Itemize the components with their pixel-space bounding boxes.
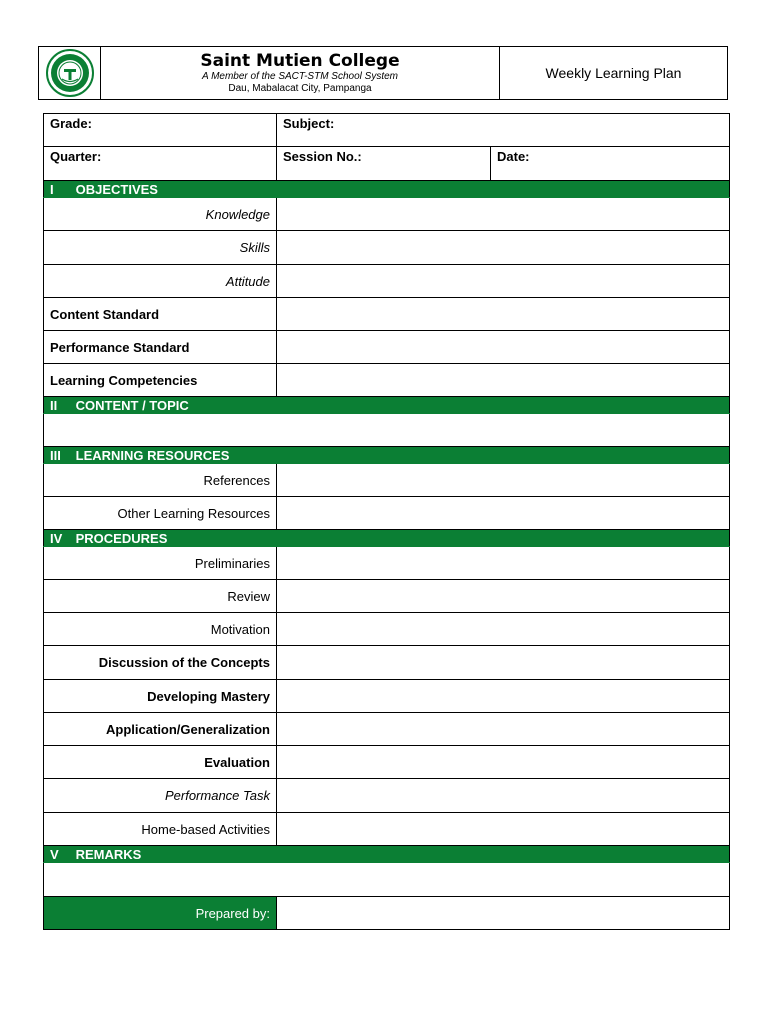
- application-input[interactable]: [277, 713, 730, 746]
- discussion-input[interactable]: [277, 646, 730, 680]
- school-seal-icon: [46, 49, 94, 97]
- review-label: Review: [44, 580, 277, 613]
- references-label: References: [44, 464, 277, 497]
- learning-plan-form: [43, 113, 730, 930]
- home-based-input[interactable]: [277, 813, 730, 846]
- other-resources-label: Other Learning Resources: [44, 497, 277, 530]
- evaluation-input[interactable]: [277, 746, 730, 779]
- school-title-cell: [101, 47, 500, 99]
- date-field[interactable]: Date:: [491, 147, 730, 181]
- learning-competencies-input[interactable]: [277, 364, 730, 397]
- application-label: Application/Generalization: [44, 713, 277, 746]
- motivation-label: Motivation: [44, 613, 277, 646]
- document-header: [38, 46, 728, 100]
- knowledge-label: Knowledge: [44, 198, 277, 231]
- prepared-by-label: Prepared by:: [44, 897, 277, 930]
- logo-cell: [39, 47, 101, 99]
- plan-title: Weekly Learning Plan: [545, 65, 682, 81]
- content-standard-input[interactable]: [277, 298, 730, 331]
- attitude-label: Attitude: [44, 265, 277, 298]
- developing-mastery-input[interactable]: [277, 680, 730, 713]
- preliminaries-input[interactable]: [277, 547, 730, 580]
- performance-task-label: Performance Task: [44, 779, 277, 813]
- section-procedures: [44, 530, 730, 547]
- school-member-line: A Member of the SACT-STM School System: [202, 71, 398, 82]
- section-title: OBJECTIVES: [75, 181, 158, 197]
- content-topic-input[interactable]: [44, 414, 730, 447]
- performance-standard-label: Performance Standard: [44, 331, 277, 364]
- school-name: Saint Mutien College: [200, 51, 400, 71]
- home-based-label: Home-based Activities: [44, 813, 277, 846]
- section-objectives: [44, 181, 730, 198]
- section-learning-resources: [44, 447, 730, 464]
- session-field[interactable]: Session No.:: [277, 147, 491, 181]
- section-remarks: [44, 846, 730, 863]
- section-title: PROCEDURES: [75, 530, 168, 546]
- performance-standard-input[interactable]: [277, 331, 730, 364]
- other-resources-input[interactable]: [277, 497, 730, 530]
- references-input[interactable]: [277, 464, 730, 497]
- evaluation-label: Evaluation: [44, 746, 277, 779]
- subject-field[interactable]: Subject:: [277, 114, 730, 147]
- skills-label: Skills: [44, 231, 277, 265]
- section-number: V: [50, 846, 59, 862]
- section-content-topic: [44, 397, 730, 414]
- developing-mastery-label: Developing Mastery: [44, 680, 277, 713]
- prepared-by-input[interactable]: [277, 897, 730, 930]
- section-title: CONTENT / TOPIC: [75, 397, 189, 413]
- school-address: Dau, Mabalacat City, Pampanga: [228, 83, 372, 94]
- section-title: LEARNING RESOURCES: [75, 447, 230, 463]
- review-input[interactable]: [277, 580, 730, 613]
- preliminaries-label: Preliminaries: [44, 547, 277, 580]
- section-number: IV: [50, 530, 63, 546]
- attitude-input[interactable]: [277, 265, 730, 298]
- quarter-field[interactable]: Quarter:: [44, 147, 277, 181]
- section-number: II: [50, 397, 58, 413]
- section-number: III: [50, 447, 61, 463]
- motivation-input[interactable]: [277, 613, 730, 646]
- skills-input[interactable]: [277, 231, 730, 265]
- learning-competencies-label: Learning Competencies: [44, 364, 277, 397]
- performance-task-input[interactable]: [277, 779, 730, 813]
- grade-field[interactable]: Grade:: [44, 114, 277, 147]
- section-title: REMARKS: [75, 846, 142, 862]
- discussion-label: Discussion of the Concepts: [44, 646, 277, 680]
- knowledge-input[interactable]: [277, 198, 730, 231]
- remarks-input[interactable]: [44, 863, 730, 897]
- section-number: I: [50, 181, 54, 197]
- content-standard-label: Content Standard: [44, 298, 277, 331]
